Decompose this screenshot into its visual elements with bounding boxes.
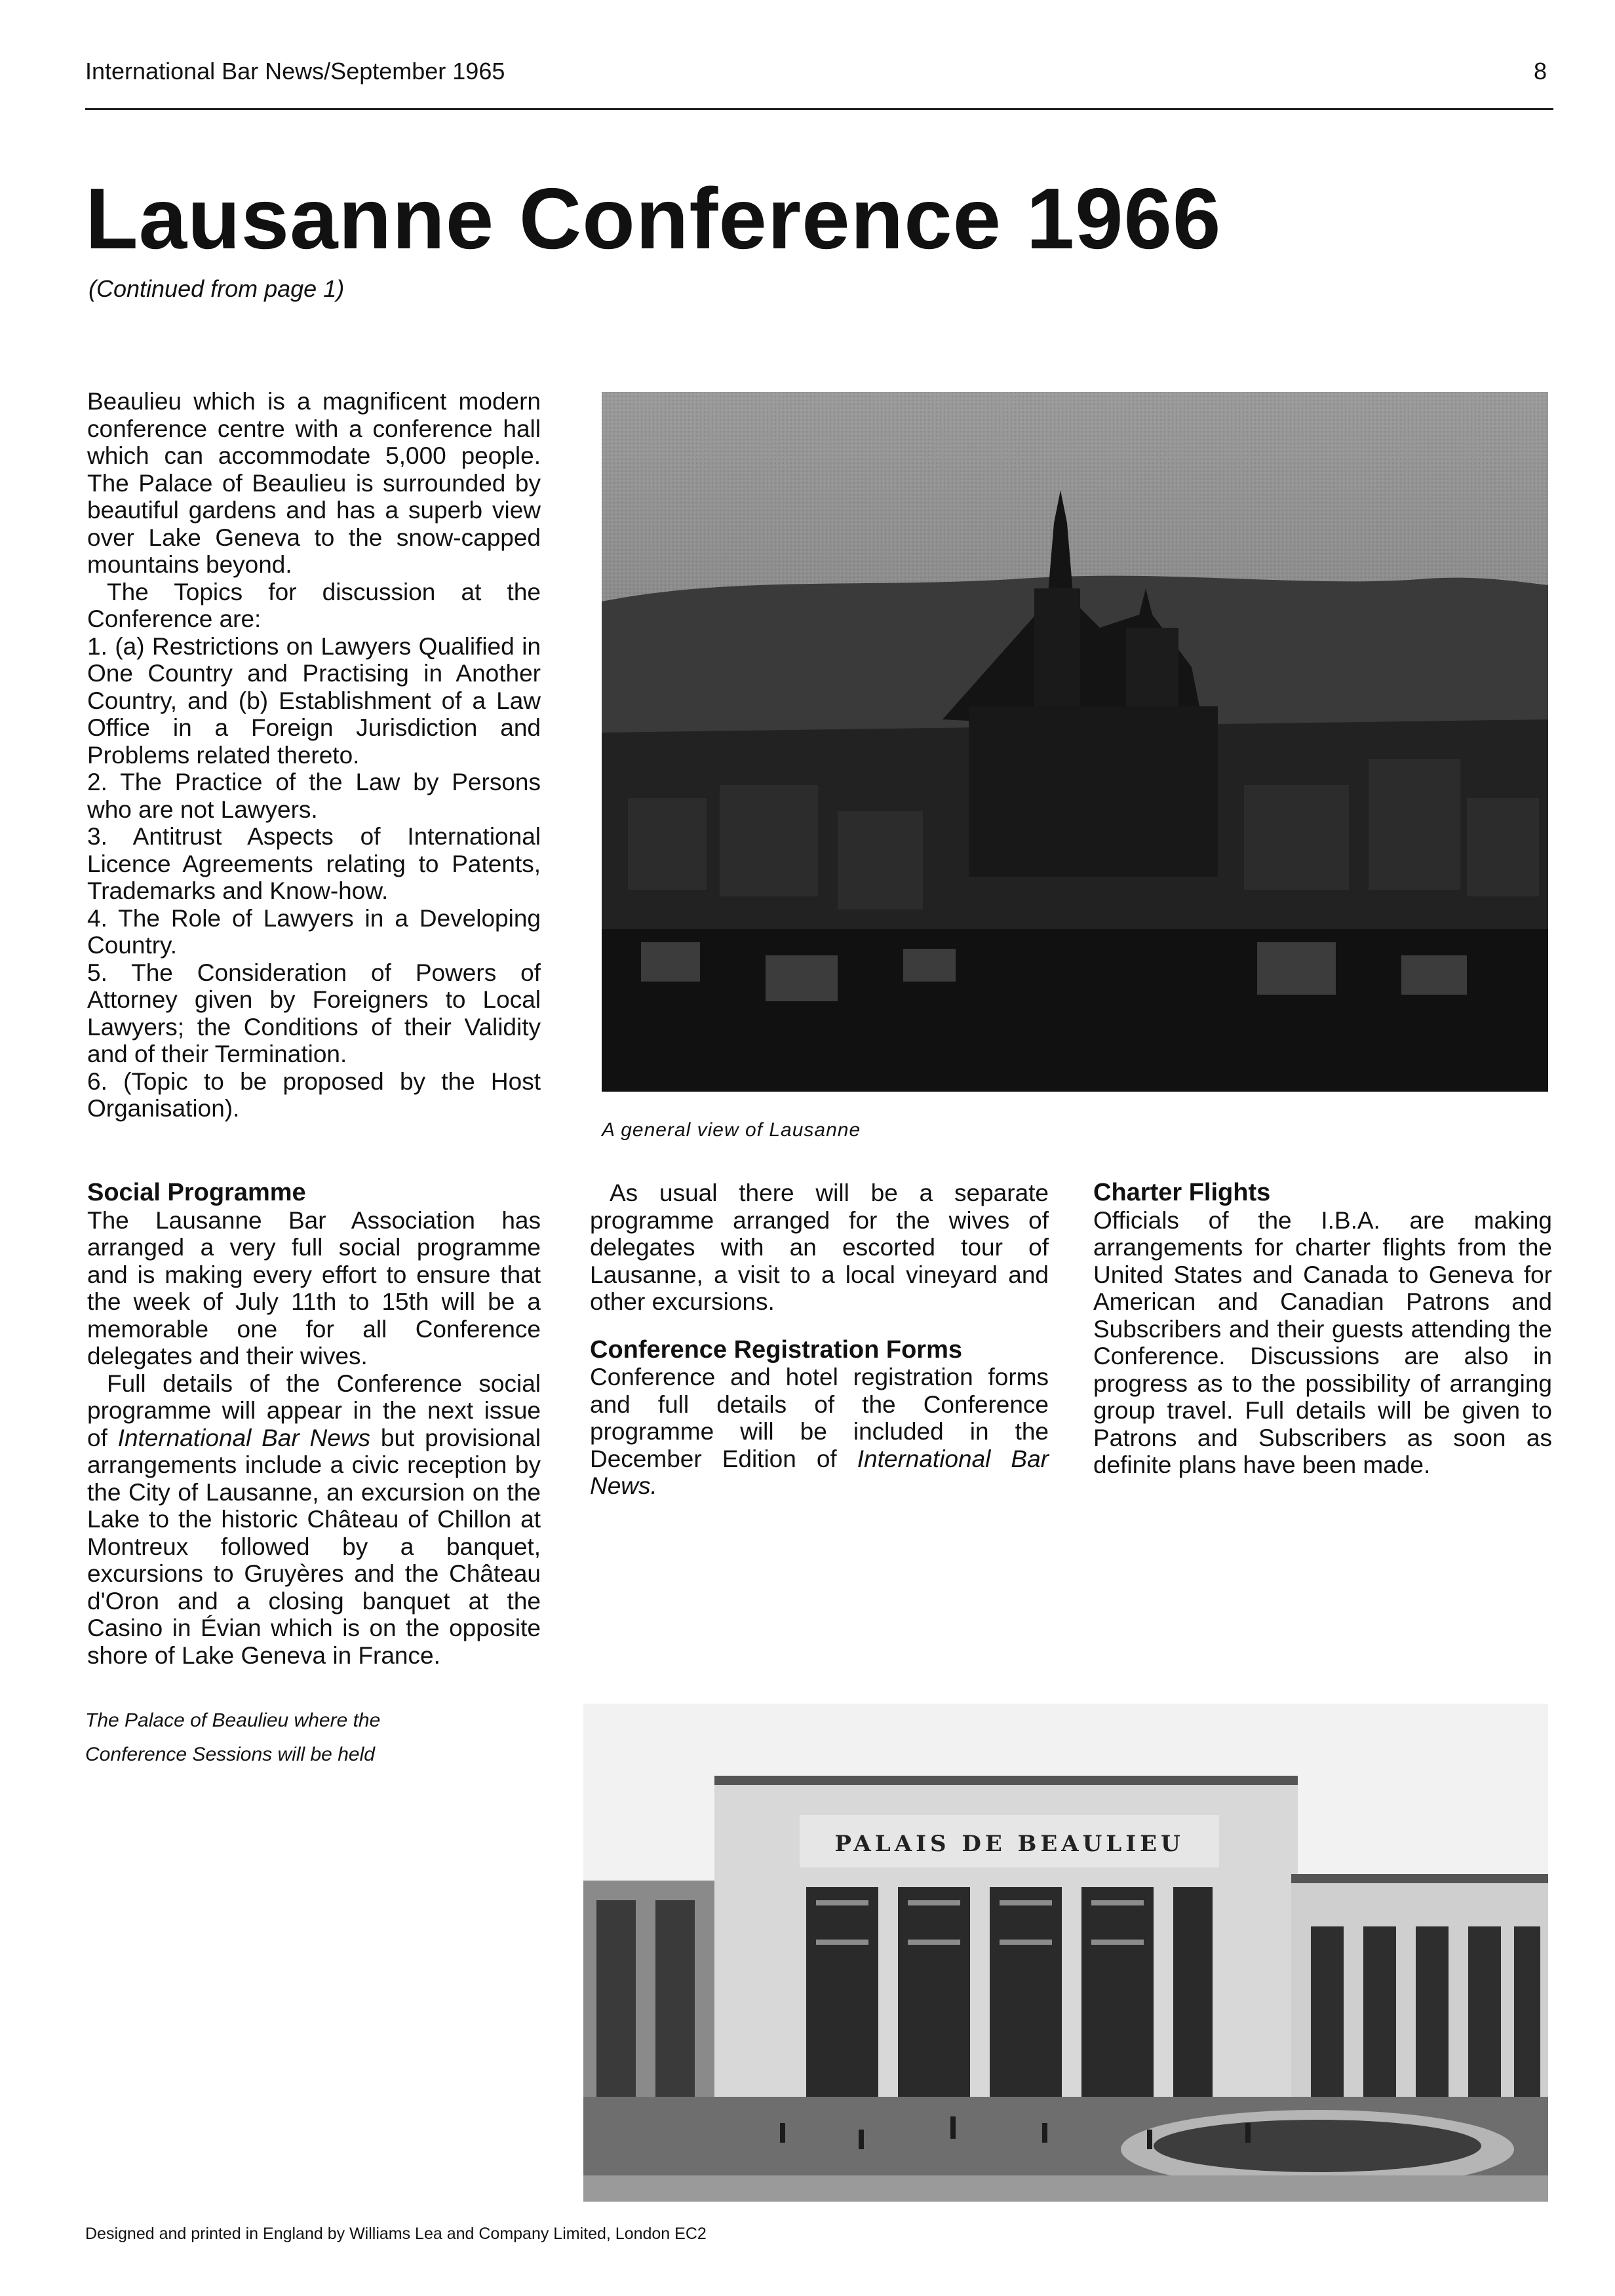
lausanne-caption: A general view of Lausanne	[602, 1119, 861, 1141]
continued-note: (Continued from page 1)	[88, 275, 345, 302]
topic-3: 3. Antitrust Aspects of International Licence Agreements relating to Patents, Trademarks and Know-how.	[87, 823, 541, 904]
running-head: International Bar News/September 1965	[85, 58, 505, 85]
topic-6: 6. (Topic to be proposed by the Host Organisation).	[87, 1067, 541, 1122]
middle-column	[590, 1179, 1049, 1500]
social-paragraph-1: The Lausanne Bar Association has arranged a very full social programme and is making every effort to ensure that the week of July 11th to 15th will be a memorable one for all Conference delegates and their wives.	[87, 1206, 541, 1369]
intro-column	[87, 388, 541, 1122]
social-heading: Social Programme	[87, 1179, 306, 1206]
registration-text: Conference and hotel registration forms and full details of the Conference programme will be included in the December Edition of	[590, 1364, 1049, 1472]
social-p2-start: Full details of the Conference social programme will appear in the next issue of	[87, 1369, 541, 1451]
topic-4: 4. The Role of Lawyers in a Developing Country.	[87, 904, 541, 959]
social-p2-end: but provisional arrangements include a civic reception by the City of Lausanne, an excursion on the Lake to the historic Château of Chillon at Montreux followed by a banquet, excursions to Gruyères and the Château d'Oron and a closing banquet at the Casino in Évian which is on the opposite shore of Lake Geneva in France.	[87, 1424, 541, 1669]
social-paragraph-2	[87, 1370, 541, 1670]
palace-caption: The Palace of Beaulieu where the Conference Sessions will be held	[85, 1710, 381, 1765]
publication-name: International Bar News	[117, 1424, 371, 1451]
intro-paragraph: Beaulieu which is a magnificent modern conference centre with a conference hall which can accommodate 5,000 people. The Palace of Beaulieu is surrounded by beautiful gardens and has a superb view over Lake Geneva to the snow-capped mountains beyond.	[87, 388, 541, 578]
registration-heading: Conference Registration Forms	[590, 1335, 962, 1364]
flights-heading: Charter Flights	[1093, 1179, 1271, 1206]
page-number: 8	[1534, 58, 1547, 85]
wives-programme-paragraph: As usual there will be a separate programme arranged for the wives of delegates with an escorted tour of Lausanne, a visit to a local vineyard and other excursions.	[590, 1179, 1049, 1315]
right-column	[1093, 1179, 1552, 1479]
article-title: Lausanne Conference 1966	[85, 170, 1222, 267]
lausanne-photo	[602, 392, 1548, 1092]
topic-2: 2. The Practice of the Law by Persons who are not Lawyers.	[87, 769, 541, 823]
topic-5: 5. The Consideration of Powers of Attorney given by Foreigners to Local Lawyers; the Conditions of their Validity and of their Termination.	[87, 959, 541, 1067]
header-rule	[85, 108, 1553, 110]
palace-photo	[583, 1704, 1548, 2202]
printer-imprint: Designed and printed in England by Williams Lea and Company Limited, London EC2	[85, 2225, 707, 2243]
palace-sign: PALAIS DE BEAULIEU	[834, 1831, 1184, 1857]
topics-intro: The Topics for discussion at the Conference are:	[87, 578, 541, 632]
registration-publication: International Bar News.	[590, 1445, 1049, 1499]
topic-1: 1. (a) Restrictions on Lawyers Qualified in One Country and Practising in Another Country, and (b) Establishment of a Law Office in a Foreign Jurisdiction and Problems related thereto.	[87, 632, 541, 769]
social-column	[87, 1179, 541, 1669]
registration-paragraph	[590, 1364, 1049, 1500]
flights-paragraph: Officials of the I.B.A. are making arrangements for charter flights from the United States and Canada to Geneva for American and Canadian Patrons and Subscribers and their guests attending the Conference. Discussions are also in progress as to the possibility of arranging group travel. Full details will be given to Patrons and Subscribers as soon as definite plans have been made.	[1093, 1206, 1552, 1478]
